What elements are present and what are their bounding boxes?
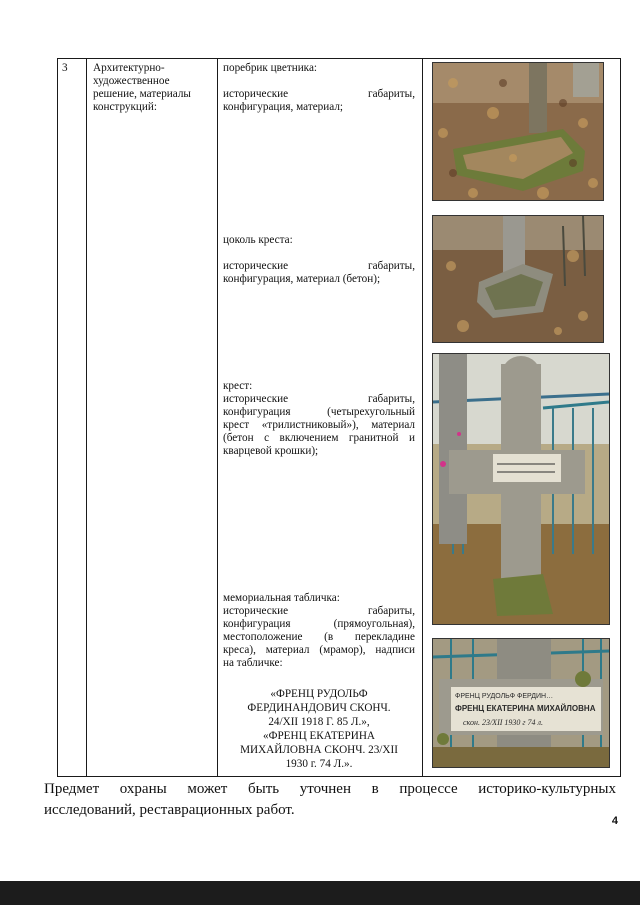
item-heading: мемориальная табличка: xyxy=(223,592,340,604)
item-line: креса), материал (мрамор), надписи xyxy=(223,644,415,656)
item-line: исторические габариты, xyxy=(223,605,415,617)
inscription-line: «ФРЕНЦ РУДОЛЬФ xyxy=(270,688,368,700)
photo-cross-base xyxy=(432,215,604,343)
item-line: конфигурация (четырехугольный xyxy=(223,406,415,418)
item-heading: крест: xyxy=(223,380,253,392)
item-line: кварцевой крошки); xyxy=(223,445,319,457)
item-line: на табличке: xyxy=(223,657,283,669)
table-left-border xyxy=(57,58,58,777)
item-line: исторические габариты, xyxy=(223,260,415,272)
item-plaque xyxy=(223,592,415,670)
table-col-divider-1 xyxy=(86,58,87,777)
plaque-photo-line: ФРЕНЦ РУДОЛЬФ ФЕРДИН… xyxy=(455,693,554,700)
row-title: Архитектурно-художественное решение, материалы конструкций: xyxy=(93,62,191,113)
table-col-divider-3 xyxy=(422,58,423,777)
table-right-border xyxy=(620,58,621,777)
item-line: конфигурация, материал; xyxy=(223,101,344,113)
table-top-border xyxy=(57,58,621,59)
inscription-line: МИХАЙЛОВНА СКОНЧ. 23/XII xyxy=(240,744,398,756)
table-col-divider-2 xyxy=(217,58,218,777)
inscription-line: «ФРЕНЦ ЕКАТЕРИНА xyxy=(263,730,375,742)
item-line: (бетон с включением гранитной и xyxy=(223,432,415,444)
item-line: крест «трилистниковый»), материал xyxy=(223,419,415,431)
item-line: исторические габариты, xyxy=(223,88,415,100)
scan-bottom-edge xyxy=(0,881,640,905)
footer-note-line: Предмет охраны может быть уточнен в процессе историко-культурных xyxy=(44,781,616,797)
item-cross xyxy=(223,380,415,458)
inscription-line: 24/XII 1918 Г. 85 Л.», xyxy=(268,716,370,728)
item-line: конфигурация (прямоугольная), xyxy=(223,618,415,630)
page-number: 4 xyxy=(611,815,618,827)
item-line: исторические габариты, xyxy=(223,393,415,405)
table-bottom-border xyxy=(57,776,621,777)
photo-cross xyxy=(432,353,610,625)
plaque-inscription xyxy=(223,687,415,771)
inscription-line: ФЕРДИНАНДОВИЧ СКОНЧ. xyxy=(247,702,391,714)
footer-note-line: исследований, реставрационных работ. xyxy=(44,802,295,818)
plaque-photo-line: скон. 23/XII 1930 г 74 л. xyxy=(463,718,544,727)
item-curb xyxy=(223,62,415,114)
photo-plaque xyxy=(432,638,610,768)
inscription-line: 1930 г. 74 Л.». xyxy=(285,758,353,770)
item-heading: цоколь креста: xyxy=(223,234,293,246)
row-number: 3 xyxy=(62,62,68,74)
item-line: местоположение (в перекладине xyxy=(223,631,415,643)
photo-curb xyxy=(432,62,604,201)
plaque-photo-line: ФРЕНЦ ЕКАТЕРИНА МИХАЙЛОВНА xyxy=(455,704,596,713)
item-cross-base xyxy=(223,234,415,286)
item-heading: поребрик цветника: xyxy=(223,62,318,74)
item-line: конфигурация, материал (бетон); xyxy=(223,273,381,285)
